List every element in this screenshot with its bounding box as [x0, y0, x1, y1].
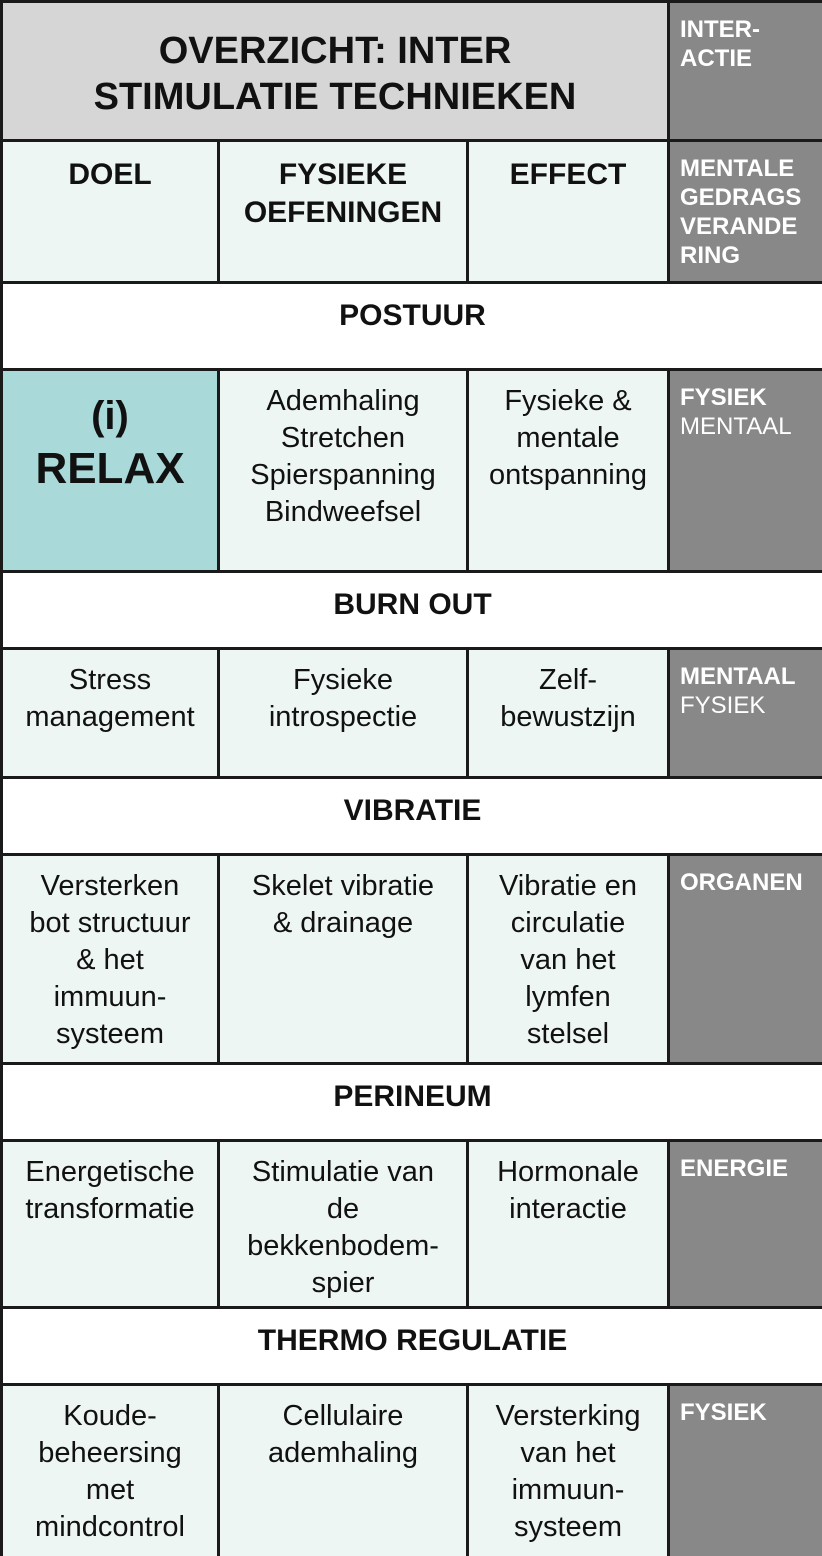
effect-burn-out: Zelf- bewustzijn [469, 650, 670, 779]
doel-perineum: Energetische transformatie [3, 1142, 220, 1309]
interactie-primary: ENERGIE [680, 1155, 789, 1182]
table-title: OVERZICHT: INTER STIMULATIE TECHNIEKEN [3, 3, 670, 142]
doel-vibratie: Versterken bot structuur & het immuun- systeem [3, 856, 220, 1065]
doel-relax [3, 371, 220, 573]
oefeningen-thermo-regulatie: Cellulaire ademhaling [220, 1386, 469, 1556]
section-title-vibratie: VIBRATIE [3, 779, 822, 856]
interactie-secondary: FYSIEK [680, 692, 766, 719]
oefeningen-vibratie: Skelet vibratie & drainage [220, 856, 469, 1065]
interactie-thermo-regulatie [670, 1386, 822, 1556]
relax-label: RELAX [35, 444, 185, 493]
effect-vibratie: Vibratie en circulatie van het lymfen stelsel [469, 856, 670, 1065]
section-title-postuur: POSTUUR [3, 284, 822, 371]
oefeningen-burn-out: Fysieke introspectie [220, 650, 469, 779]
interactie-primary: FYSIEK [680, 1399, 767, 1426]
interactie-primary: MENTAAL [680, 663, 796, 690]
interactie-column-header: INTER- ACTIE [670, 3, 822, 142]
interactie-primary: ORGANEN [680, 869, 803, 896]
interactie-secondary: MENTAAL [680, 413, 792, 440]
doel-burn-out: Stress management [3, 650, 220, 779]
header-oefeningen: FYSIEKE OEFENINGEN [220, 142, 469, 284]
interactie-postuur [670, 371, 822, 573]
header-effect: EFFECT [469, 142, 670, 284]
oefeningen-postuur: Ademhaling Stretchen Spierspanning Bindweefsel [220, 371, 469, 573]
relax-index: (i) [91, 394, 129, 438]
interactie-primary: FYSIEK [680, 384, 767, 411]
effect-thermo-regulatie: Versterking van het immuun- systeem [469, 1386, 670, 1556]
effect-postuur: Fysieke & mentale ontspanning [469, 371, 670, 573]
section-title-perineum: PERINEUM [3, 1065, 822, 1142]
section-title-thermo-regulatie: THERMO REGULATIE [3, 1309, 822, 1386]
interactie-vibratie [670, 856, 822, 1065]
header-doel: DOEL [3, 142, 220, 284]
header-interactie: MENTALE GEDRAGS VERANDE RING [670, 142, 822, 284]
doel-thermo-regulatie: Koude- beheersing met mindcontrol [3, 1386, 220, 1556]
interactie-perineum [670, 1142, 822, 1309]
effect-perineum: Hormonale interactie [469, 1142, 670, 1309]
oefeningen-perineum: Stimulatie van de bekkenbodem- spier [220, 1142, 469, 1309]
interactie-burn-out [670, 650, 822, 779]
section-title-burn-out: BURN OUT [3, 573, 822, 650]
